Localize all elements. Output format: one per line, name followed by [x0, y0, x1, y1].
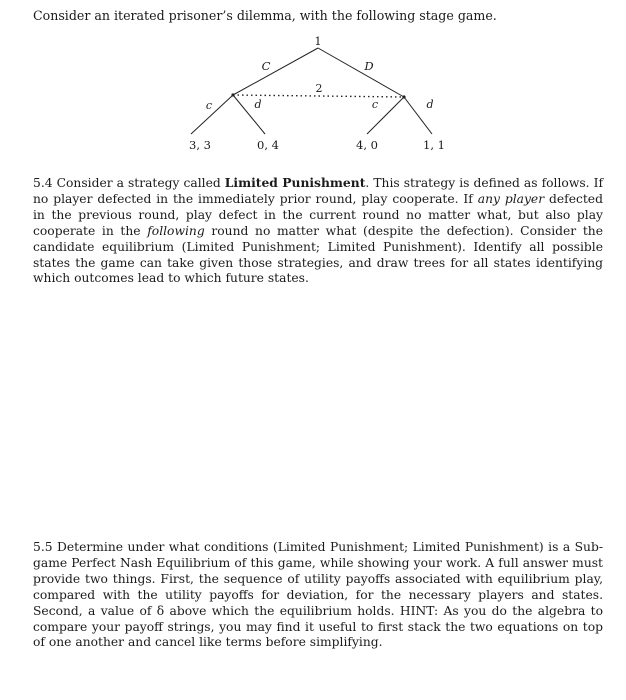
- branch-C: [233, 48, 318, 95]
- left-c-label: c: [205, 99, 213, 112]
- payoff-cd: 0, 4: [257, 138, 279, 152]
- branch-D: [315, 48, 404, 97]
- action-C-label: C: [261, 59, 271, 73]
- player1-label: 1: [314, 35, 322, 48]
- node-left: [231, 93, 234, 96]
- question-number: 5.5: [33, 540, 53, 554]
- player2-label: 2: [315, 82, 323, 95]
- question-5-4: 5.4 Consider a strategy called Limited Punishment. This strategy is defined as follows. If no player defected in the immediately prior round, play cooperate. If any player defected in the previous round, play defect in the current round no matter what, but also play cooperate in the following round no matter what (despite the defection). Consider the candidate equilibrium (Limited Punishment; Limited Punishment). Identify all possible states the game can take given those strategies, and draw trees for all states identifying which outcomes lead to which future states.: [33, 175, 603, 286]
- right-c-label: c: [371, 98, 379, 111]
- payoff-dd: 1, 1: [423, 138, 445, 152]
- payoff-dc: 4, 0: [356, 138, 378, 152]
- intro-sentence: Consider an iterated prisoner’s dilemma, with the following stage game.: [33, 8, 497, 23]
- question-number: 5.4: [33, 176, 53, 190]
- node-right: [402, 95, 405, 98]
- information-set: [233, 95, 404, 97]
- question-5-5: 5.5 Determine under what conditions (Limited Punishment; Limited Punishment) is a Sub-game Perfect Nash Equilibrium of this game, while showing your work. A full answer must provide two things. First, the sequence of utility payoffs associated with equilibrium play, compared with the utility payoffs for deviation, for the necessary players and states. Second, a value of δ above which the equilibrium holds. HINT: As you do the algebra to compare your payoff strings, you may find it useful to first stack the two equations on top of one another and cancel like terms before simplifying.: [33, 540, 603, 650]
- strategy-name: Limited Punishment: [224, 175, 366, 190]
- game-tree: [0, 0, 626, 170]
- payoff-cc: 3, 3: [189, 138, 211, 152]
- left-d-label: d: [254, 98, 262, 111]
- right-d-label: d: [426, 98, 434, 111]
- action-D-label: D: [364, 59, 374, 73]
